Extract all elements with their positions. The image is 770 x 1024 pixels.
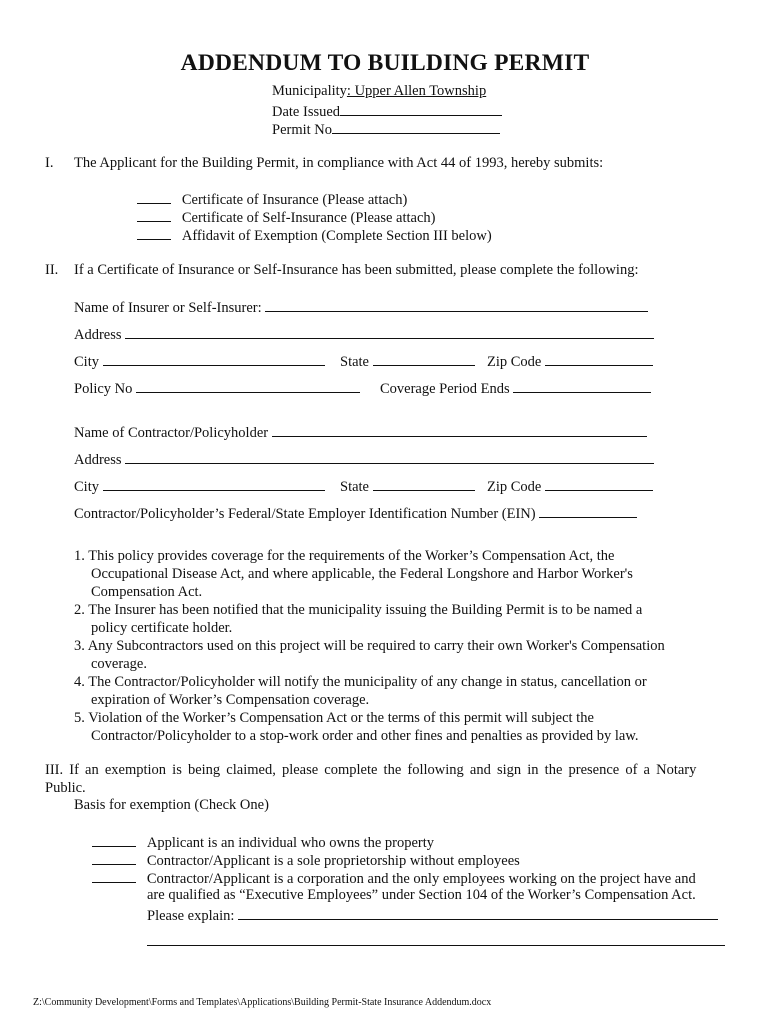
ein-label: Contractor/Policyholder’s Federal/State Employer Identification Number (EIN) [74, 506, 536, 522]
zip-label: Zip Code [487, 354, 542, 370]
terms-list [74, 547, 665, 745]
term-line: 4. The Contractor/Policyholder will notify the municipality of any change in status, cancellation or [74, 674, 647, 690]
state-field [340, 351, 475, 371]
term-line: 5. Violation of the Worker’s Compensation Act or the terms of this permit will subject the [74, 710, 594, 726]
city-2-field [74, 476, 325, 496]
explain-label: Please explain: [147, 908, 235, 924]
term-line: Contractor/Policyholder to a stop-work order and other fines and penalties as provided by law. [91, 728, 639, 744]
option-label: Affidavit of Exemption (Complete Section III below) [181, 228, 492, 244]
state-2-field [340, 476, 475, 496]
check-blank[interactable] [137, 226, 171, 240]
explain-input-line-2[interactable] [147, 931, 725, 946]
city-label: City [74, 354, 99, 370]
ein-field [74, 503, 637, 523]
contractor-label: Name of Contractor/Policyholder [74, 425, 269, 441]
address-label: Address [74, 327, 122, 343]
coverage-period-field [380, 378, 651, 398]
term-1 [74, 547, 665, 601]
insurer-input[interactable] [265, 297, 648, 312]
policy-no-field [74, 378, 360, 398]
check-blank[interactable] [92, 851, 136, 865]
section-2-text: If a Certificate of Insurance or Self-Insurance has been submitted, please complete the following: [74, 262, 639, 278]
municipality-field [272, 83, 486, 100]
term-4 [74, 673, 665, 709]
section-2-numeral: II. [45, 262, 59, 278]
address-2-input[interactable] [125, 449, 654, 464]
coverage-period-label: Coverage Period Ends [380, 381, 510, 397]
option-certificate-insurance [137, 190, 407, 209]
term-line: Occupational Disease Act, and where applicable, the Federal Longshore and Harbor Worker's [91, 566, 633, 582]
footer-file-path: Z:\Community Development\Forms and Templates\Applications\Building Permit-State Insurance Addendum.docx [33, 997, 492, 1008]
check-blank[interactable] [92, 833, 136, 847]
contractor-field [74, 422, 647, 442]
coverage-period-input[interactable] [513, 378, 651, 393]
option-label: Certificate of Self-Insurance (Please attach) [181, 210, 436, 226]
term-line: policy certificate holder. [91, 620, 233, 636]
insurer-label: Name of Insurer or Self-Insurer: [74, 300, 262, 316]
policy-no-label: Policy No [74, 381, 133, 397]
option-label: Contractor/Applicant is a corporation and the only employees working on the project have and [146, 871, 696, 887]
page-title: ADDENDUM TO BUILDING PERMIT [180, 50, 590, 76]
municipality-label: Municipality [272, 83, 347, 99]
date-issued-label: Date Issued [272, 104, 341, 120]
contractor-input[interactable] [272, 422, 647, 437]
term-2 [74, 601, 665, 637]
section-3-text: III. If an exemption is being claimed, please complete the following and sign in the presence of a Notary [45, 762, 697, 778]
address-input[interactable] [125, 324, 654, 339]
term-line: 3. Any Subcontractors used on this project will be required to carry their own Worker's Compensation [74, 638, 665, 654]
insurer-field [74, 297, 648, 317]
city-2-label: City [74, 479, 99, 495]
policy-no-input[interactable] [136, 378, 360, 393]
state-input[interactable] [373, 351, 475, 366]
explain-field [147, 905, 718, 925]
explain-input[interactable] [238, 905, 718, 920]
exemption-option-1 [92, 833, 434, 852]
option-label: Applicant is an individual who owns the property [146, 835, 435, 851]
address-2-field [74, 449, 654, 469]
option-label: Certificate of Insurance (Please attach) [181, 192, 408, 208]
municipality-value: : Upper Allen Township [346, 83, 487, 99]
term-line: Compensation Act. [91, 584, 203, 600]
term-5 [74, 709, 665, 745]
ein-input[interactable] [539, 503, 637, 518]
zip-input[interactable] [545, 351, 653, 366]
state-2-input[interactable] [373, 476, 475, 491]
zip-2-label: Zip Code [487, 479, 542, 495]
check-blank[interactable] [92, 869, 136, 883]
date-issued-input[interactable] [340, 101, 502, 116]
section-1-text: The Applicant for the Building Permit, in compliance with Act 44 of 1993, hereby submits: [74, 155, 604, 171]
term-3 [74, 637, 665, 673]
term-line: expiration of Worker’s Compensation coverage. [91, 692, 370, 708]
address-field [74, 324, 654, 344]
permit-no-input[interactable] [332, 119, 500, 134]
check-blank[interactable] [137, 190, 171, 204]
basis-heading: Basis for exemption (Check One) [74, 797, 269, 813]
exemption-option-3 [92, 869, 696, 888]
state-2-label: State [340, 479, 369, 495]
permit-no-label: Permit No [272, 122, 333, 138]
exemption-option-3-cont: are qualified as “Executive Employees” under Section 104 of the Worker’s Compensation Act. [147, 887, 696, 903]
option-affidavit-exemption [137, 226, 492, 245]
term-line: 2. The Insurer has been notified that the municipality issuing the Building Permit is to be named a [74, 602, 643, 618]
section-1-numeral: I. [45, 155, 54, 171]
zip-2-input[interactable] [545, 476, 653, 491]
city-2-input[interactable] [103, 476, 325, 491]
city-input[interactable] [103, 351, 325, 366]
exemption-option-2 [92, 851, 520, 870]
term-line: 1. This policy provides coverage for the requirements of the Worker’s Compensation Act, the [74, 548, 615, 564]
option-label: Contractor/Applicant is a sole proprietorship without employees [146, 853, 520, 869]
term-line: coverage. [91, 656, 147, 672]
zip-2-field [487, 476, 653, 496]
date-issued-field [272, 101, 502, 121]
section-3-text-cont: Public. [45, 780, 86, 796]
city-field [74, 351, 325, 371]
address-2-label: Address [74, 452, 122, 468]
check-blank[interactable] [137, 208, 171, 222]
state-label: State [340, 354, 369, 370]
option-self-insurance [137, 208, 436, 227]
zip-field [487, 351, 653, 371]
permit-no-field [272, 119, 500, 139]
